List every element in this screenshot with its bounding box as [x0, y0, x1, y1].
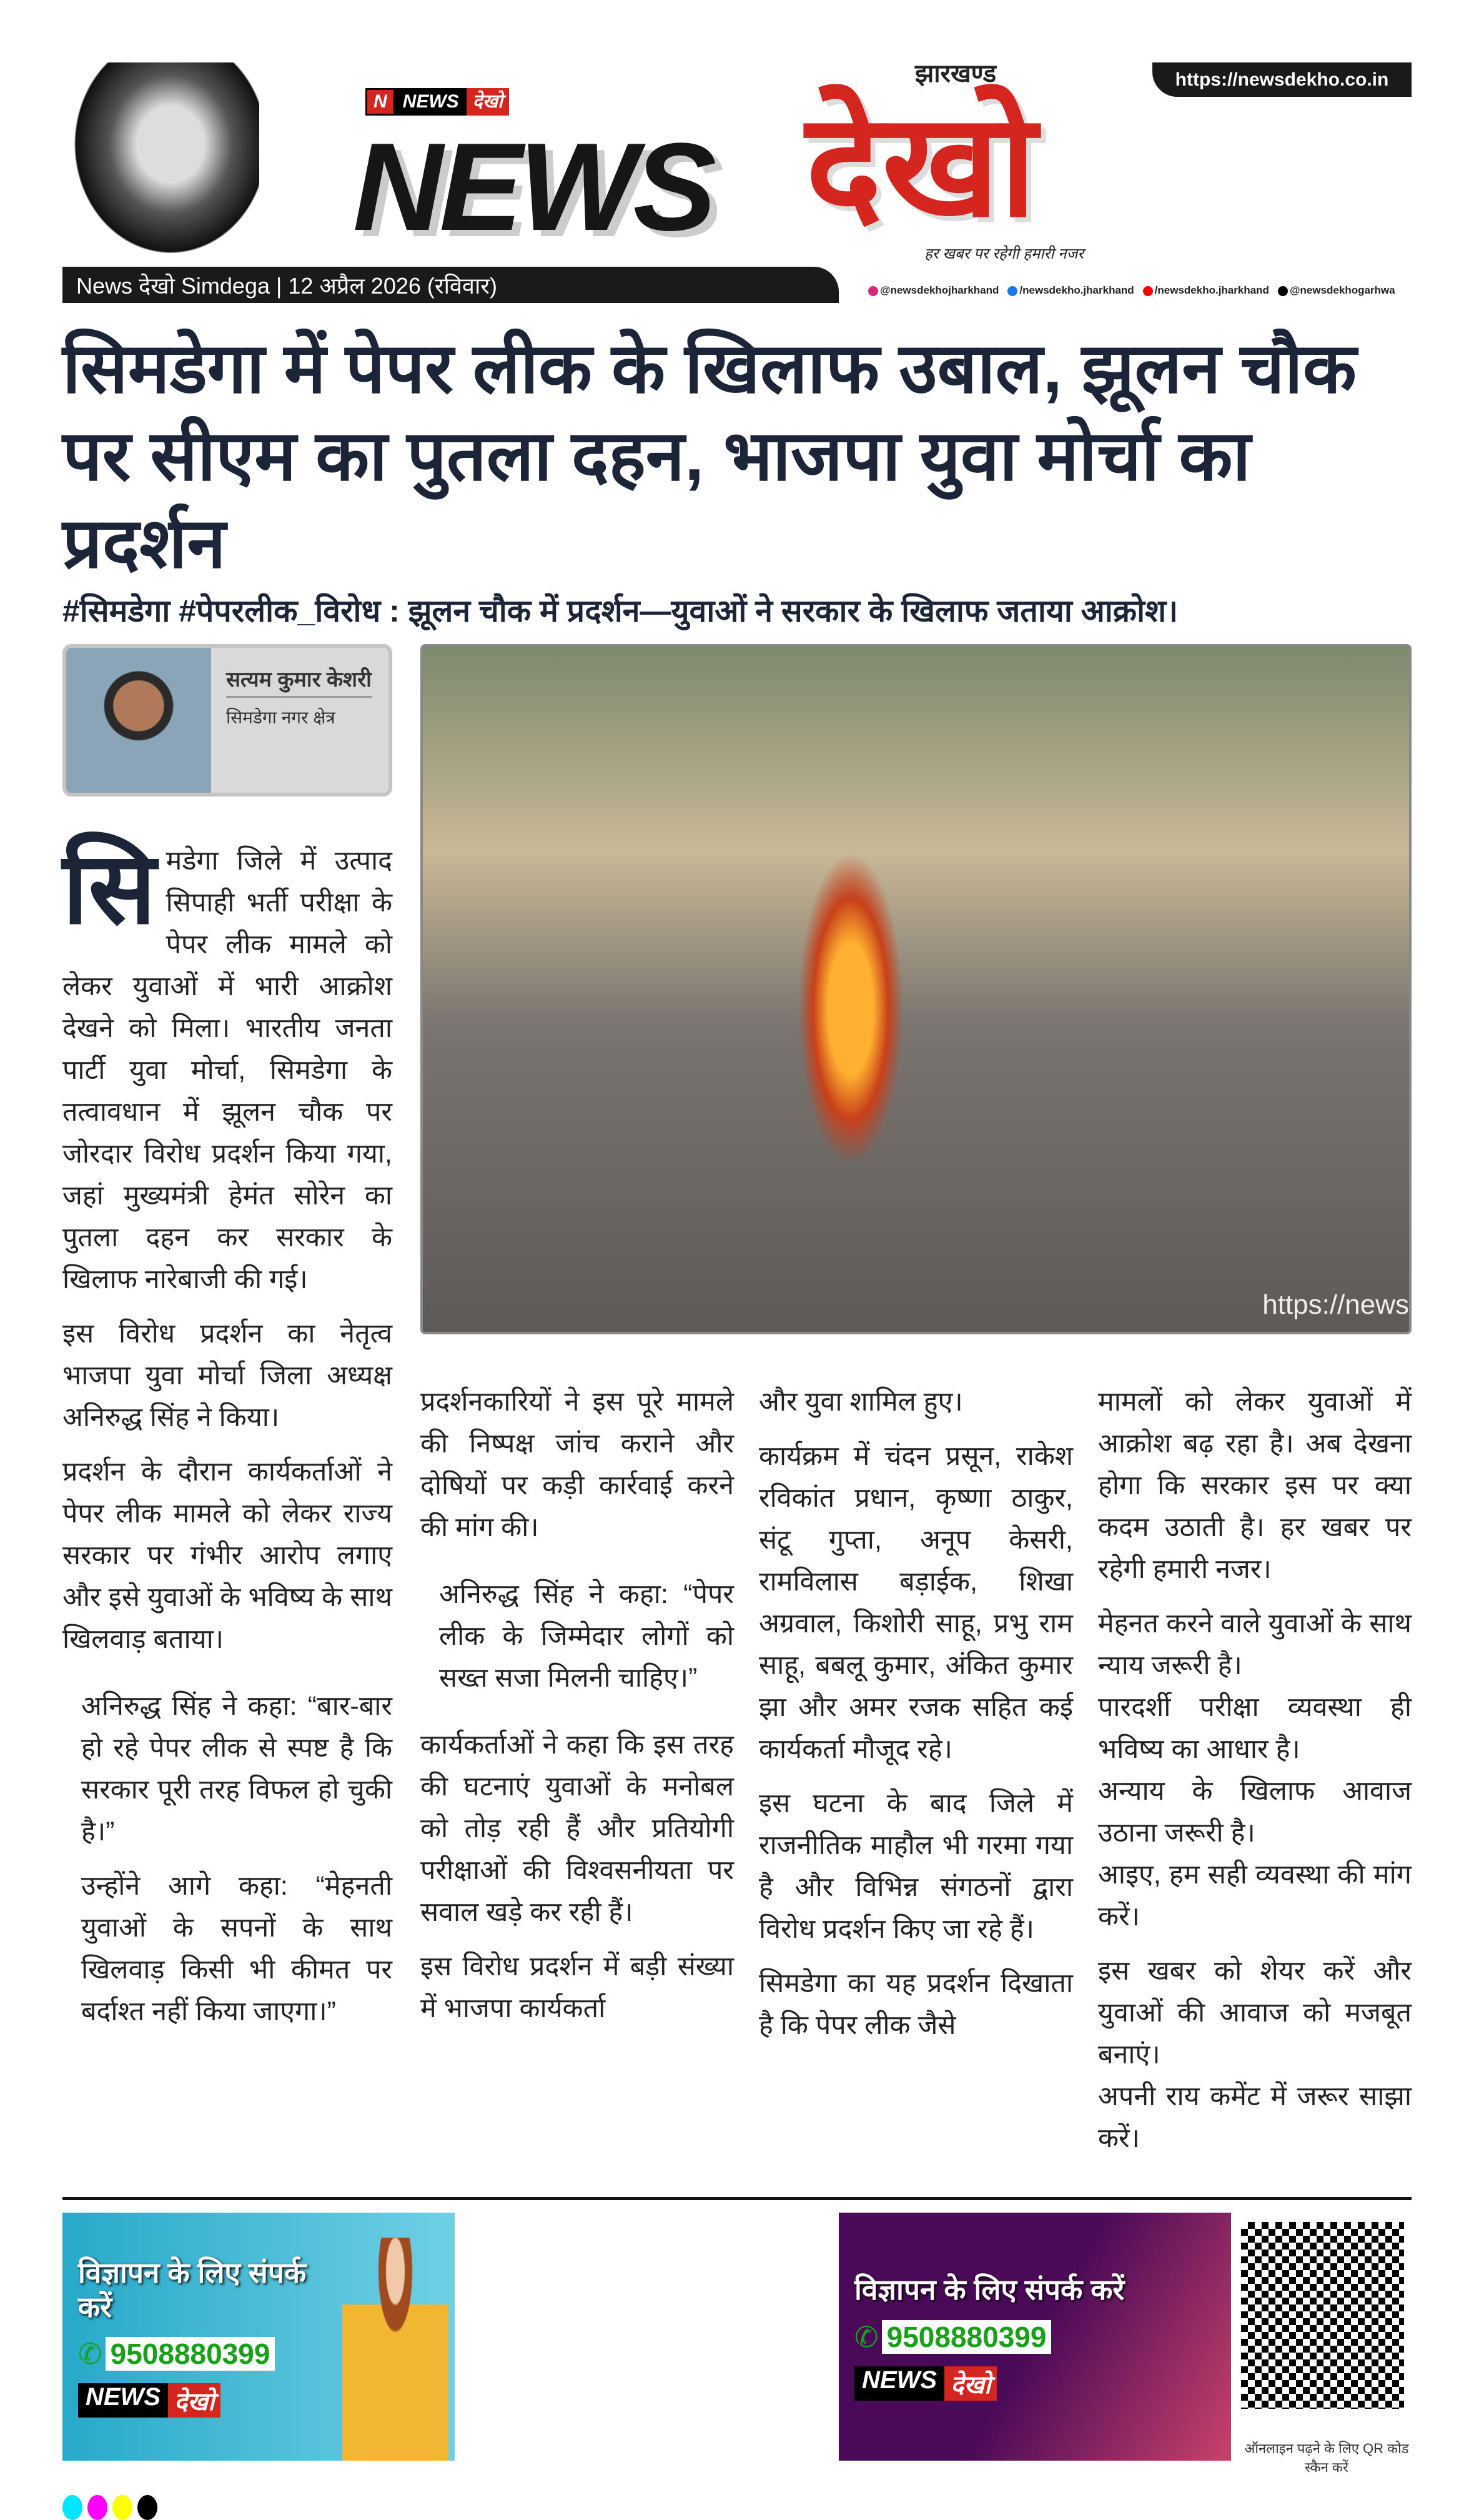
mini-logo-dekho: देखो: [467, 88, 509, 116]
photo-watermark: https://news: [1262, 1289, 1409, 1320]
drop-cap: सि: [62, 832, 156, 944]
paragraph: अपनी राय कमेंट में जरूर साझा करें।: [1098, 2081, 1412, 2153]
paragraph: कार्यकर्ताओं ने कहा कि इस तरह की घटनाएं युवाओं के मनोबल को तोड़ रही हैं और प्रतियोगी परीक्षाओं की विश्वसनीयता पर सवाल खड़े कर रही हैं।: [420, 1730, 734, 1927]
x-link[interactable]: @newsdekhogarhwa: [1278, 284, 1395, 297]
qr-code[interactable]: [1236, 2217, 1409, 2414]
youtube-link[interactable]: /newsdekho.jharkhand: [1143, 284, 1269, 297]
paragraph: प्रदर्शन के दौरान कार्यकर्ताओं ने पेपर लीक मामले को लेकर राज्य सरकार पर गंभीर आरोप लगाए और इसे युवाओं के भविष्य के साथ खिलवाड़ बताया।: [62, 1457, 392, 1654]
website-url[interactable]: https://newsdekho.co.in: [1152, 62, 1412, 97]
cmyk-registration-marks: [62, 2495, 1412, 2520]
article-photo: [420, 644, 1412, 1334]
column-1: [62, 832, 392, 2033]
column-2: [420, 1381, 734, 2160]
paragraph: मेहनत करने वाले युवाओं के साथ न्याय जरूरी है।: [1098, 1609, 1412, 1680]
social-links: [868, 284, 1395, 297]
article-area: [62, 325, 1412, 2520]
whatsapp-icon: ✆: [78, 2337, 102, 2371]
tagline: #सिमडेगा #पेपरलीक_विरोध : झूलन चौक में प्रदर्शन—युवाओं ने सरकार के खिलाफ जताया आक्रोश।: [62, 593, 1179, 628]
model-image: [342, 2238, 448, 2461]
paragraph: इस विरोध प्रदर्शन का नेतृत्व भाजपा युवा मोर्चा जिला अध्यक्ष अनिरुद्ध सिंह ने किया।: [62, 1319, 392, 1432]
advertisement-left[interactable]: [62, 2213, 455, 2461]
column-4: [1098, 1381, 1412, 2160]
ad-title: विज्ञापन के लिए संपर्क करें: [854, 2273, 1125, 2306]
mini-logo: [365, 86, 509, 117]
portrait-image: [62, 62, 259, 267]
edition-date-bar: News देखो Simdega | 12 अप्रैल 2026 (रविवार): [62, 267, 839, 303]
quote: अनिरुद्ध सिंह ने कहा: “पेपर लीक के जिम्मेदार लोगों को सख्त सजा मिलनी चाहिए।”: [439, 1579, 734, 1693]
paragraph: सिमडेगा का यह प्रदर्शन दिखाता है कि पेपर लीक जैसे: [759, 1968, 1073, 2040]
ad-phone: 9508880399: [882, 2320, 1052, 2354]
ad-title: विज्ञापन के लिए संपर्क करें: [78, 2256, 307, 2323]
ad-logo: NEWS देखो: [854, 2366, 1231, 2401]
mini-logo-news: NEWS: [395, 88, 467, 116]
divider: [62, 2197, 1412, 2200]
masthead-state: झारखण्ड: [915, 60, 997, 87]
instagram-icon: [868, 286, 878, 296]
facebook-icon: [1007, 286, 1017, 296]
paragraph: इस घटना के बाद जिले में राजनीतिक माहौल भी गरमा गया है और विभिन्न संगठनों द्वारा विरोध प्रदर्शन किए जा रहे हैं।: [759, 1788, 1073, 1944]
author-place: सिमडेगा नगर क्षेत्र: [226, 707, 335, 727]
paragraph: कार्यक्रम में चंदन प्रसून, राकेश रविकांत प्रधान, कृष्णा ठाकुर, संटू गुप्ता, अनूप केसरी, रामविलास बड़ाईक, शिखा अग्रवाल, किशोरी साहू, प्रभु राम साहू, बबलू कुमार, अंकित कुमार झा और अमर रजक सहित कई कार्यकर्ता मौजूद रहे।: [759, 1441, 1073, 1764]
masthead-dekho: देखो: [806, 85, 1037, 246]
author-box: [62, 644, 392, 796]
paragraph: इस विरोध प्रदर्शन में बड़ी संख्या में भाजपा कार्यकर्ता: [420, 1952, 734, 2023]
whatsapp-icon: ✆: [854, 2319, 879, 2354]
masthead-news: NEWS: [353, 117, 713, 257]
author-name: सत्यम कुमार केशरी: [226, 667, 372, 698]
advertisement-right[interactable]: [839, 2213, 1231, 2461]
ad-phone: 9508880399: [106, 2337, 275, 2371]
quote: उन्होंने आगे कहा: “मेहनती युवाओं के सपनों के साथ खिलवाड़ किसी भी कीमत पर बर्दाश्त नहीं किया जाएगा।”: [81, 1871, 392, 2026]
ad-logo: NEWS देखो: [78, 2383, 328, 2418]
n-logo-icon: N: [365, 88, 395, 116]
instagram-link[interactable]: @newsdekhojharkhand: [868, 284, 999, 297]
paragraph: आइए, हम सही व्यवस्था की मांग करें।: [1098, 1860, 1412, 1932]
quote: अनिरुद्ध सिंह ने कहा: “बार-बार हो रहे पेपर लीक से स्पष्ट है कि सरकार पूरी तरह विफल हो चुकी है।”: [81, 1691, 392, 1847]
paragraph: इस खबर को शेयर करें और युवाओं की आवाज को मजबूत बनाएं।: [1098, 1956, 1412, 2070]
qr-caption: ऑनलाइन पढ़ने के लिए QR कोड स्कैन करें: [1244, 2441, 1409, 2475]
column-3: [759, 1381, 1073, 2160]
youtube-icon: [1143, 286, 1153, 296]
paragraph: प्रदर्शनकारियों ने इस पूरे मामले की निष्पक्ष जांच कराने और दोषियों पर कड़ी कार्रवाई करने की मांग की।: [420, 1387, 734, 1542]
author-photo: [66, 648, 211, 793]
burning-effigy: [798, 853, 904, 1165]
paragraph: मामलों को लेकर युवाओं में आक्रोश बढ़ रहा है। अब देखना होगा कि सरकार इस पर क्या कदम उठाती है। हर खबर पर रहेगी हमारी नजर।: [1098, 1387, 1412, 1584]
paragraph: मडेगा जिले में उत्पाद सिपाही भर्ती परीक्षा के पेपर लीक मामले को लेकर युवाओं में भारी आक्रोश देखने को मिला। भारतीय जनता पार्टी युवा मोर्चा, सिमडेगा के तत्वावधान में झूलन चौक पर जोरदार विरोध प्रदर्शन किया गया, जहां मुख्यमंत्री हेमंत सोरेन का पुतला दहन कर सरकार के खिलाफ नारेबाजी की गई।: [62, 846, 392, 1294]
paragraph: अन्याय के खिलाफ आवाज उठाना जरूरी है।: [1098, 1776, 1412, 1848]
headline: सिमडेगा में पेपर लीक के खिलाफ उबाल, झूलन चौक पर सीएम का पुतला दहन, भाजपा युवा मोर्चा का प्रदर्शन: [62, 329, 1357, 582]
facebook-link[interactable]: /newsdekho.jharkhand: [1007, 284, 1134, 297]
x-icon: [1278, 286, 1288, 296]
paragraph: और युवा शामिल हुए।: [759, 1387, 963, 1417]
masthead-slogan: हर खबर पर रहेगी हमारी नजर: [924, 246, 1084, 262]
paragraph: पारदर्शी परीक्षा व्यवस्था ही भविष्य का आधार है।: [1098, 1692, 1412, 1764]
